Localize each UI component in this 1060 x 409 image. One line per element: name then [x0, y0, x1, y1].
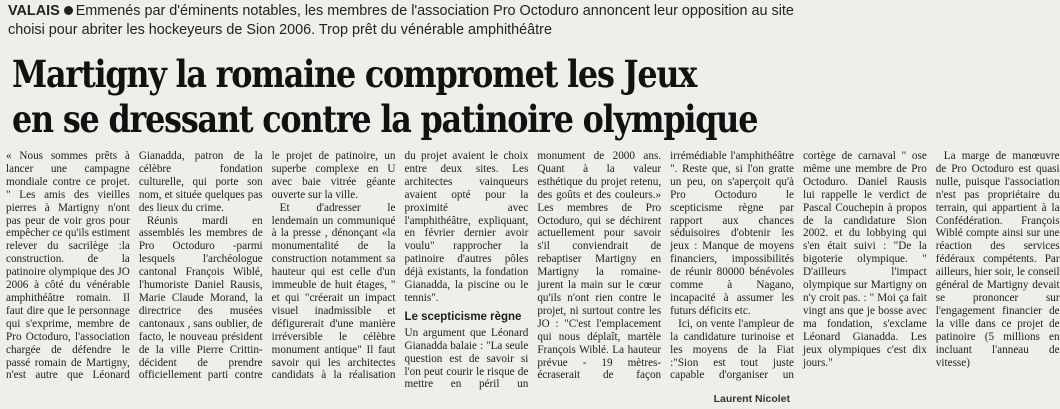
region-tag: VALAIS	[8, 3, 60, 19]
author-byline: Laurent Nicolet	[713, 393, 790, 405]
article-body	[6, 150, 1060, 393]
article-headline	[12, 52, 758, 142]
bullet-dot-icon	[64, 6, 73, 15]
headline-line-1: Martigny la romaine compromet les Jeux	[12, 52, 697, 96]
subheading: Le scepticisme règne	[404, 310, 522, 323]
paragraph-4: Un argument que Léonard Gianadda balaie : "La seule question est de savoir si l'on peut courir le risque de mettre en péril un monument de 2000 ans. Quant à la valeur esthétique du projet retenu, des goûts et des couleurs.» Les membres de Pro Octoduro, qui se déchirent actuellement pour savoir s'il conviendrait de rebaptiser Martigny en Martigny la romaine- jurent la main sur le cœur qu'ils n'ont rien contre le projet, ni surtout contre les JO : "C'est l'emplacement qui nous déplaît, martèle François Wiblé. La hauteur prévue - 19 mètres- écraserait de façon irrémédiable l'amphithéâtre ". Reste que, si l'on gratte un peu, on s'aperçoit qu'à Pro Octoduro le scepticisme règne par rapport aux chances séduisoires d'obtenir les jeux : Manque de moyens financiers, impossibilités de réunir 80000 bénévoles comme à Nagano, incapacité à assumer les futurs déficits etc.	[404, 150, 794, 391]
headline-line-2: en se dressant contre la patinoire olympique	[12, 97, 758, 141]
paragraph-3: Et d'adresser le lendemain un communiqué à la presse , dénonçant «la monumentalité de la construction notamment sa hauteur qui est celle d'un immeuble de huit étages, " et qui "créerait un impact visuel inadmissible et défigurerait d'une manière irréversible le célèbre monument antique" Il faut savoir qui les architectes candidats à la réalisation du projet avaient le choix entre deux sites. Les architectes vainqueurs avaient opté pour la proximité avec l'amphithéâtre, expliquant, en février dernier avoir voulu" rapprocher la patinoire d'autres pôles déjà existants, la fondation Gianadda, la piscine ou le tennis".	[271, 150, 529, 382]
paragraph-1: « Nous sommes prêts à lancer une campagne mondiale contre ce projet. " Les amis des vieilles pierres à Martigny n'ont pas peur de voir gros pour empêcher ce qu'ils estiment relever du sacrilège :la construction. de la patinoire olympique des JO 2006 à côté du vénérable amphithéâtre romain. Il faut dire que le personnage qui s'exprime, membre de Pro Octoduro, l'association chargée de défendre le passé romain de Martigny, n'est autre que Léonard Gianadda, patron de la célèbre fondation culturelle, qui porte son nom, et située quelques pas des lieux du crime.	[6, 150, 263, 382]
article-kicker	[8, 2, 798, 40]
paragraph-2: Réunis mardi en assemblés les membres de Pro Octoduro -parmi lesquels l'archéologue cantonal François Wiblé, l'humoriste Daniel Rausis, Marie Claude Morand, la directrice des musées cantonaux , sans oublier, de facto, le nouveau président de la ville Pierre Crittin- décident de prendre officiellement parti contre le projet de patinoire, un superbe complexe en U avec baie vitrée géante ouverte sur la ville.	[138, 150, 396, 382]
kicker-text: Emmenés par d'éminents notables, les membres de l'association Pro Octoduro annoncent leur opposition au site choisi pour abriter les hockeyeurs de Sion 2006. Trop prêt du vénérable amphithéâtre	[8, 3, 794, 38]
paragraph-6: La marge de manœuvre de Pro Octoduro est quasi nulle, puisque l'association n'est pas propriétaire du terrain, qui appartient à la Confédération. François Wiblé compte ainsi sur une réaction des services fédéraux compétents. Par ailleurs, hier soir, le conseil général de Martigny devait se prononcer sur l'engagement financier de la ville dans ce projet de patinoire (5 millions en incluant l'anneau de vitesse)	[935, 150, 1060, 369]
paragraph-5: Ici, on vente l'ampleur de la candidature turinoise et les moyens de la Fiat :"Sion est tout juste capable d'organiser un cortège de carnaval " ose même une membre de Pro Octoduro. Daniel Rausis lui rappelle le verdict de Pascal Couchepin à propos de la candidature Sion 2002. et du lobbying qui s'en était suivi : "De la bigoterie olympique. " D'ailleurs l'impact olympique sur Martigny on n'y croit pas. : " Moi ça fait vingt ans que je bosse avec ma fondation, s'exclame Léonard Gianadda. Les jeux olympiques c'est dix jours."	[670, 150, 927, 382]
